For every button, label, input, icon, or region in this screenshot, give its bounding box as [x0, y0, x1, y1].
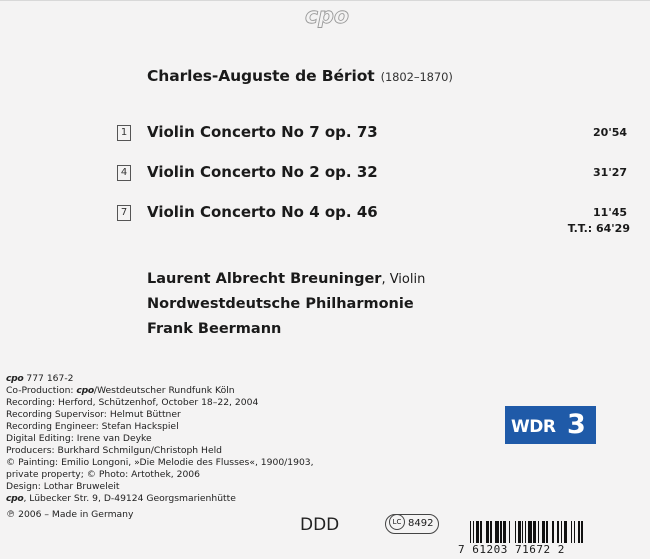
track-duration: 11'45	[593, 206, 627, 219]
coproduction-line: Co-Production: cpo/Westdeutscher Rundfunk Köln	[6, 385, 235, 396]
credits-block	[6, 373, 314, 521]
label-code-number: 8492	[408, 518, 434, 529]
composer-heading	[147, 67, 453, 85]
track-number: 7	[117, 205, 131, 221]
barcode	[458, 521, 638, 559]
track-number: 4	[117, 165, 131, 181]
track-row	[117, 163, 637, 185]
performer-orchestra: Nordwestdeutsche Philharmonie	[147, 296, 414, 312]
wdr-number: 3	[567, 409, 586, 440]
composer-dates: (1802–1870)	[380, 70, 453, 84]
track-title: Violin Concerto No 2 op. 32	[147, 163, 378, 181]
track-row	[117, 123, 637, 145]
label-code	[385, 514, 439, 534]
track-title: Violin Concerto No 4 op. 46	[147, 203, 378, 221]
svg-text:cpo: cpo	[305, 4, 349, 29]
editing-line: Digital Editing: Irene van Deyke	[6, 433, 152, 444]
catalog-number: 777 167-2	[26, 373, 74, 384]
performer-role: Violin	[389, 272, 426, 287]
cpo-brand: cpo	[6, 493, 24, 504]
track-title: Violin Concerto No 7 op. 73	[147, 123, 378, 141]
engineer-line: Recording Engineer: Stefan Hackspiel	[6, 421, 179, 432]
cpo-brand: cpo	[76, 385, 94, 396]
track-row	[117, 203, 637, 225]
address-line: cpo, Lübecker Str. 9, D-49124 Georgsmarienhütte	[6, 493, 236, 504]
cpo-logo	[298, 3, 356, 29]
painting-line: © Painting: Emilio Longoni, »Die Melodie des Flusses«, 1900/1903,	[6, 457, 314, 468]
producers-line: Producers: Burkhard Schmilgun/Christoph Held	[6, 445, 222, 456]
painting-line-2: private property; © Photo: Artothek, 2006	[6, 469, 200, 480]
track-duration: 31'27	[593, 166, 627, 179]
performer-conductor: Frank Beermann	[147, 321, 282, 337]
made-in-line: ℗ 2006 – Made in Germany	[6, 509, 134, 520]
performer-soloist: Laurent Albrecht Breuninger, Violin	[147, 271, 426, 287]
wdr-text: WDR	[511, 417, 556, 437]
wdr3-logo	[505, 406, 596, 444]
performer-name: Laurent Albrecht Breuninger	[147, 271, 382, 287]
recording-line: Recording: Herford, Schützenhof, October 18–22, 2004	[6, 397, 259, 408]
catalog-line	[6, 373, 314, 385]
cpo-brand: cpo	[6, 373, 24, 384]
design-line: Design: Lothar Bruweleit	[6, 481, 120, 492]
barcode-digits: 7 61203 71672 2	[458, 543, 638, 556]
composer-name: Charles-Auguste de Bériot	[147, 67, 375, 85]
supervisor-line: Recording Supervisor: Helmut Büttner	[6, 409, 181, 420]
track-duration: 20'54	[593, 126, 627, 139]
barcode-bars	[470, 521, 628, 545]
lc-mark: LC	[389, 514, 405, 530]
recording-format: DDD	[300, 515, 340, 535]
track-number: 1	[117, 125, 131, 141]
total-time: T.T.: 64'29	[567, 222, 630, 235]
